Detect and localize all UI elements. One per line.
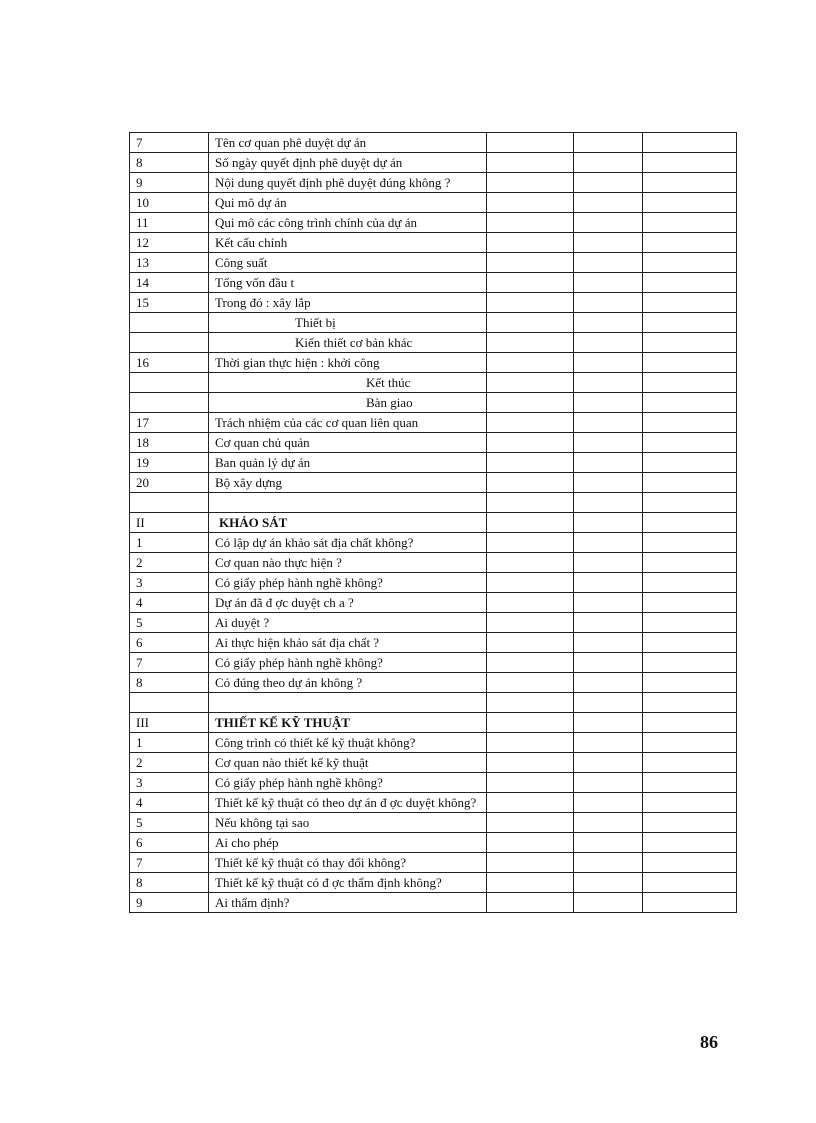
- table-row: [130, 773, 737, 793]
- row-description: Công suất: [209, 253, 487, 273]
- answer-cell: [574, 273, 643, 293]
- answer-cell: [487, 513, 574, 533]
- answer-cell: [643, 553, 737, 573]
- answer-cell: [574, 693, 643, 713]
- answer-cell: [574, 573, 643, 593]
- answer-cell: [574, 473, 643, 493]
- answer-cell: [574, 373, 643, 393]
- table-row: [130, 293, 737, 313]
- answer-cell: [643, 353, 737, 373]
- answer-cell: [487, 233, 574, 253]
- table-row: [130, 373, 737, 393]
- answer-cell: [643, 713, 737, 733]
- answer-cell: [643, 853, 737, 873]
- answer-cell: [643, 193, 737, 213]
- row-number: 11: [130, 213, 209, 233]
- answer-cell: [574, 433, 643, 453]
- row-description: Bộ xây dựng: [209, 473, 487, 493]
- table-row: [130, 273, 737, 293]
- row-description: Công trình có thiết kế kỹ thuật không?: [209, 733, 487, 753]
- answer-cell: [643, 173, 737, 193]
- answer-cell: [574, 333, 643, 353]
- row-description: Bàn giao: [209, 393, 487, 413]
- answer-cell: [487, 653, 574, 673]
- table-row: [130, 893, 737, 913]
- answer-cell: [643, 453, 737, 473]
- answer-cell: [574, 893, 643, 913]
- answer-cell: [487, 433, 574, 453]
- table-row: [130, 853, 737, 873]
- answer-cell: [643, 473, 737, 493]
- table-row: [130, 253, 737, 273]
- answer-cell: [487, 413, 574, 433]
- table-row: [130, 153, 737, 173]
- answer-cell: [643, 873, 737, 893]
- row-number: 9: [130, 173, 209, 193]
- answer-cell: [487, 533, 574, 553]
- answer-cell: [574, 353, 643, 373]
- answer-cell: [487, 813, 574, 833]
- answer-cell: [643, 893, 737, 913]
- table-row: [130, 393, 737, 413]
- answer-cell: [643, 533, 737, 553]
- row-description: Có lập dự án khảo sát địa chất không?: [209, 533, 487, 553]
- answer-cell: [487, 473, 574, 493]
- row-description: Thiết kế kỹ thuật có theo dự án đ ợc duyệt không?: [209, 793, 487, 813]
- row-number: 18: [130, 433, 209, 453]
- row-description: Ai thực hiện khảo sát địa chất ?: [209, 633, 487, 653]
- section-header-row: [130, 513, 737, 533]
- answer-cell: [487, 573, 574, 593]
- row-description: Có giấy phép hành nghề không?: [209, 653, 487, 673]
- answer-cell: [487, 293, 574, 313]
- row-description: Cơ quan chủ quản: [209, 433, 487, 453]
- row-number: 2: [130, 753, 209, 773]
- answer-cell: [643, 573, 737, 593]
- answer-cell: [487, 333, 574, 353]
- table-row: [130, 353, 737, 373]
- checklist-body: [130, 133, 737, 913]
- table-row: [130, 873, 737, 893]
- answer-cell: [574, 633, 643, 653]
- answer-cell: [643, 253, 737, 273]
- answer-cell: [574, 733, 643, 753]
- answer-cell: [643, 513, 737, 533]
- answer-cell: [643, 413, 737, 433]
- answer-cell: [574, 133, 643, 153]
- row-description: Thời gian thực hiện : khởi công: [209, 353, 487, 373]
- answer-cell: [643, 613, 737, 633]
- answer-cell: [574, 533, 643, 553]
- answer-cell: [643, 233, 737, 253]
- page-number: 86: [700, 1032, 718, 1052]
- answer-cell: [643, 133, 737, 153]
- row-number: [130, 393, 209, 413]
- table-row: [130, 613, 737, 633]
- answer-cell: [574, 713, 643, 733]
- row-description: Tên cơ quan phê duyệt dự án: [209, 133, 487, 153]
- table-row: [130, 593, 737, 613]
- row-description: Có giấy phép hành nghề không?: [209, 773, 487, 793]
- row-description: [209, 693, 487, 713]
- answer-cell: [574, 673, 643, 693]
- answer-cell: [487, 713, 574, 733]
- answer-cell: [574, 513, 643, 533]
- row-number: 7: [130, 133, 209, 153]
- answer-cell: [574, 873, 643, 893]
- answer-cell: [487, 853, 574, 873]
- row-number: 19: [130, 453, 209, 473]
- table-row: [130, 173, 737, 193]
- answer-cell: [643, 293, 737, 313]
- answer-cell: [487, 833, 574, 853]
- row-number: 1: [130, 733, 209, 753]
- answer-cell: [643, 433, 737, 453]
- answer-cell: [643, 793, 737, 813]
- row-number: 17: [130, 413, 209, 433]
- row-description: [209, 493, 487, 513]
- answer-cell: [574, 413, 643, 433]
- answer-cell: [487, 633, 574, 653]
- row-number: 8: [130, 153, 209, 173]
- answer-cell: [487, 273, 574, 293]
- row-description: Kết cấu chính: [209, 233, 487, 253]
- answer-cell: [643, 813, 737, 833]
- row-number: 15: [130, 293, 209, 313]
- answer-cell: [487, 673, 574, 693]
- table-row: [130, 433, 737, 453]
- answer-cell: [487, 253, 574, 273]
- table-row: [130, 553, 737, 573]
- row-description: Qui mô các công trình chính của dự án: [209, 213, 487, 233]
- answer-cell: [487, 693, 574, 713]
- row-description: Tổng vốn đầu t: [209, 273, 487, 293]
- answer-cell: [574, 753, 643, 773]
- answer-cell: [487, 773, 574, 793]
- answer-cell: [574, 153, 643, 173]
- table-row: [130, 453, 737, 473]
- answer-cell: [643, 153, 737, 173]
- answer-cell: [574, 653, 643, 673]
- table-row: [130, 313, 737, 333]
- answer-cell: [487, 553, 574, 573]
- answer-cell: [574, 773, 643, 793]
- row-number: 8: [130, 873, 209, 893]
- row-number: 20: [130, 473, 209, 493]
- answer-cell: [487, 313, 574, 333]
- row-description: Có đúng theo dự án không ?: [209, 673, 487, 693]
- answer-cell: [574, 493, 643, 513]
- answer-cell: [643, 313, 737, 333]
- answer-cell: [487, 593, 574, 613]
- table-row: [130, 793, 737, 813]
- row-number: 5: [130, 613, 209, 633]
- answer-cell: [487, 173, 574, 193]
- row-number: 3: [130, 773, 209, 793]
- row-number: 8: [130, 673, 209, 693]
- section-title: THIẾT KẾ KỸ THUẬT: [209, 713, 487, 733]
- row-number: [130, 313, 209, 333]
- answer-cell: [643, 653, 737, 673]
- row-number: [130, 493, 209, 513]
- section-header-row: [130, 713, 737, 733]
- table-row: [130, 813, 737, 833]
- answer-cell: [643, 593, 737, 613]
- answer-cell: [643, 213, 737, 233]
- row-number: 7: [130, 653, 209, 673]
- table-row: [130, 413, 737, 433]
- answer-cell: [643, 833, 737, 853]
- row-number: 12: [130, 233, 209, 253]
- answer-cell: [643, 633, 737, 653]
- row-number: 14: [130, 273, 209, 293]
- answer-cell: [487, 793, 574, 813]
- row-description: Thiết kế kỹ thuật có đ ợc thẩm định không?: [209, 873, 487, 893]
- answer-cell: [643, 753, 737, 773]
- answer-cell: [574, 833, 643, 853]
- row-description: Cơ quan nào thiết kế kỹ thuật: [209, 753, 487, 773]
- table-row: [130, 733, 737, 753]
- table-row: [130, 633, 737, 653]
- row-description: Có giấy phép hành nghề không?: [209, 573, 487, 593]
- answer-cell: [574, 793, 643, 813]
- row-description: Ban quản lý dự án: [209, 453, 487, 473]
- table-row: [130, 133, 737, 153]
- answer-cell: [487, 493, 574, 513]
- checklist-table: [129, 132, 737, 913]
- answer-cell: [643, 673, 737, 693]
- answer-cell: [643, 273, 737, 293]
- answer-cell: [487, 133, 574, 153]
- answer-cell: [643, 393, 737, 413]
- row-number: 1: [130, 533, 209, 553]
- answer-cell: [487, 193, 574, 213]
- answer-cell: [643, 693, 737, 713]
- row-description: Thiết bị: [209, 313, 487, 333]
- answer-cell: [574, 853, 643, 873]
- row-number: 16: [130, 353, 209, 373]
- row-number: 5: [130, 813, 209, 833]
- row-number: 6: [130, 633, 209, 653]
- row-number: [130, 333, 209, 353]
- answer-cell: [574, 613, 643, 633]
- table-row: [130, 753, 737, 773]
- row-number: 7: [130, 853, 209, 873]
- row-number: 9: [130, 893, 209, 913]
- row-description: Số ngày quyết định phê duyệt dự án: [209, 153, 487, 173]
- row-number: 2: [130, 553, 209, 573]
- answer-cell: [643, 773, 737, 793]
- table-row: [130, 533, 737, 553]
- answer-cell: [643, 733, 737, 753]
- table-row: [130, 673, 737, 693]
- answer-cell: [487, 753, 574, 773]
- row-number: 13: [130, 253, 209, 273]
- answer-cell: [643, 333, 737, 353]
- answer-cell: [574, 193, 643, 213]
- section-number: III: [130, 713, 209, 733]
- answer-cell: [574, 233, 643, 253]
- answer-cell: [487, 613, 574, 633]
- table-row: [130, 473, 737, 493]
- row-number: 10: [130, 193, 209, 213]
- row-description: Qui mô dự án: [209, 193, 487, 213]
- answer-cell: [574, 253, 643, 273]
- answer-cell: [487, 453, 574, 473]
- row-number: 4: [130, 593, 209, 613]
- table-row: [130, 193, 737, 213]
- row-description: Kiến thiết cơ bản khác: [209, 333, 487, 353]
- row-number: 3: [130, 573, 209, 593]
- answer-cell: [487, 373, 574, 393]
- answer-cell: [643, 373, 737, 393]
- answer-cell: [487, 153, 574, 173]
- row-description: Ai duyệt ?: [209, 613, 487, 633]
- row-description: Thiết kế kỹ thuật có thay đổi không?: [209, 853, 487, 873]
- row-description: Nội dung quyết định phê duyệt đúng không ?: [209, 173, 487, 193]
- table-row: [130, 213, 737, 233]
- answer-cell: [574, 593, 643, 613]
- table-row: [130, 333, 737, 353]
- row-description: Ai thẩm định?: [209, 893, 487, 913]
- table-row: [130, 233, 737, 253]
- answer-cell: [487, 733, 574, 753]
- table-row: [130, 573, 737, 593]
- answer-cell: [574, 313, 643, 333]
- row-description: Trong đó : xây lắp: [209, 293, 487, 313]
- answer-cell: [574, 173, 643, 193]
- answer-cell: [574, 553, 643, 573]
- answer-cell: [574, 293, 643, 313]
- answer-cell: [574, 393, 643, 413]
- answer-cell: [487, 893, 574, 913]
- row-description: Ai cho phép: [209, 833, 487, 853]
- answer-cell: [487, 393, 574, 413]
- row-description: Nếu không tại sao: [209, 813, 487, 833]
- section-title: KHẢO SÁT: [209, 513, 487, 533]
- answer-cell: [574, 453, 643, 473]
- answer-cell: [574, 213, 643, 233]
- row-number: 6: [130, 833, 209, 853]
- answer-cell: [487, 873, 574, 893]
- row-number: [130, 373, 209, 393]
- row-number: 4: [130, 793, 209, 813]
- table-row: [130, 493, 737, 513]
- row-number: [130, 693, 209, 713]
- table-row: [130, 833, 737, 853]
- row-description: Kết thúc: [209, 373, 487, 393]
- table-row: [130, 653, 737, 673]
- answer-cell: [643, 493, 737, 513]
- row-description: Dự án đã đ ợc duyệt ch a ?: [209, 593, 487, 613]
- answer-cell: [574, 813, 643, 833]
- section-number: II: [130, 513, 209, 533]
- answer-cell: [487, 353, 574, 373]
- table-row: [130, 693, 737, 713]
- row-description: Trách nhiệm của các cơ quan liên quan: [209, 413, 487, 433]
- answer-cell: [487, 213, 574, 233]
- row-description: Cơ quan nào thực hiện ?: [209, 553, 487, 573]
